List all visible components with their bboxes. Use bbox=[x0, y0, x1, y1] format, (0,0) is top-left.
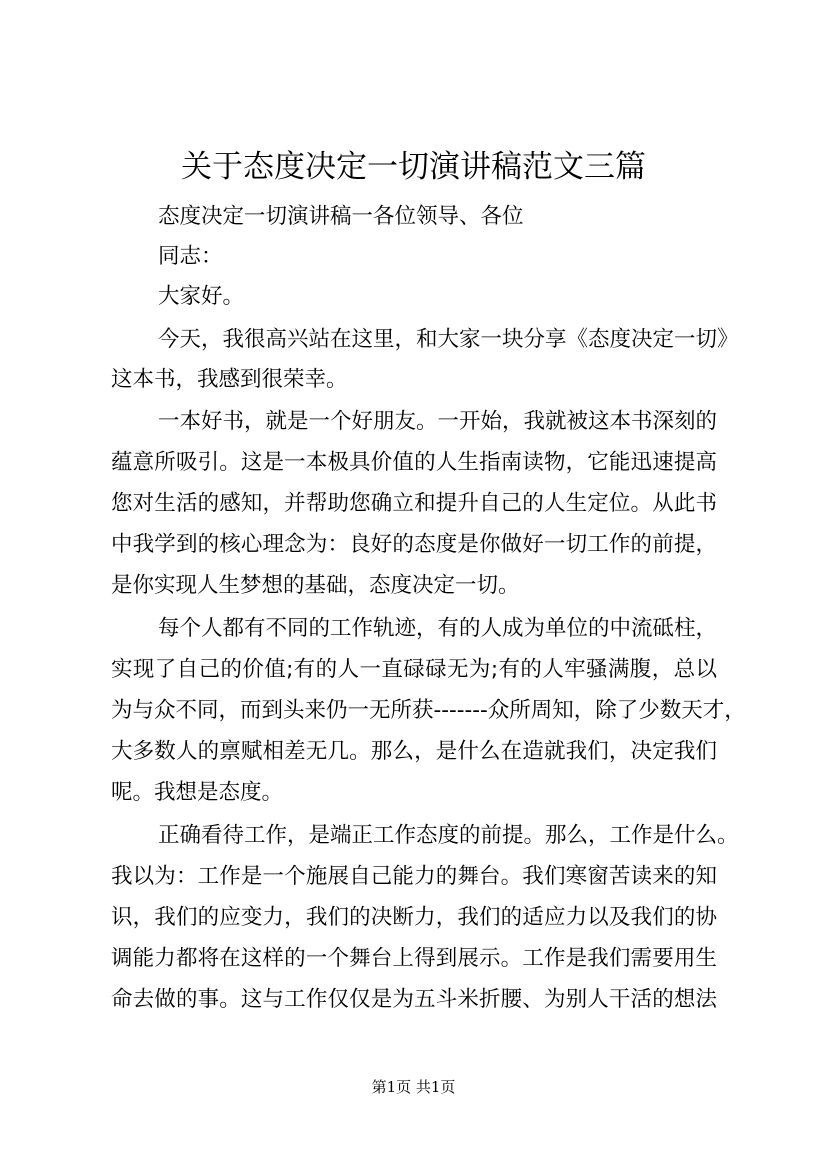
paragraph-line: 一本好书，就是一个好朋友。一开始，我就被这本书深刻的 bbox=[158, 409, 718, 434]
paragraph-line: 为与众不同，而到头来仍一无所获-------众所周知，除了少数天才， bbox=[111, 698, 746, 723]
paragraph-line: 同志： bbox=[158, 244, 223, 269]
paragraph-line: 正确看待工作，是端正工作态度的前提。那么，工作是什么。 bbox=[158, 823, 739, 848]
paragraph-line: 调能力都将在这样的一个舞台上得到展示。工作是我们需要用生 bbox=[111, 946, 717, 971]
paragraph-line: 大多数人的禀赋相差无几。那么，是什么在造就我们，决定我们 bbox=[111, 739, 717, 764]
document-title: 关于态度决定一切演讲稿范文三篇 bbox=[181, 149, 646, 185]
paragraph-line: 您对生活的感知，并帮助您确立和提升自己的人生定位。从此书 bbox=[111, 491, 717, 516]
paragraph-line: 实现了自己的价值;有的人一直碌碌无为;有的人牢骚满腹，总以 bbox=[111, 657, 717, 682]
paragraph-line: 我以为：工作是一个施展自己能力的舞台。我们寒窗苦读来的知 bbox=[111, 864, 717, 889]
page-footer: 第1页 共1页 bbox=[371, 1078, 456, 1096]
paragraph-line: 每个人都有不同的工作轨迹，有的人成为单位的中流砥柱， bbox=[158, 616, 718, 641]
paragraph-line: 中我学到的核心理念为：良好的态度是你做好一切工作的前提， bbox=[111, 532, 717, 557]
paragraph-line: 是你实现人生梦想的基础，态度决定一切。 bbox=[111, 573, 520, 598]
paragraph-line: 大家好。 bbox=[158, 284, 245, 309]
paragraph-line: 态度决定一切演讲稿一各位领导、各位 bbox=[158, 204, 524, 229]
paragraph-line: 今天，我很高兴站在这里，和大家一块分享《态度决定一切》 bbox=[158, 327, 739, 352]
paragraph-line: 命去做的事。这与工作仅仅是为五斗米折腰、为别人干活的想法 bbox=[111, 987, 717, 1012]
paragraph-line: 蕴意所吸引。这是一本极具价值的人生指南读物，它能迅速提高 bbox=[111, 450, 717, 475]
paragraph-line: 呢。我想是态度。 bbox=[111, 780, 284, 805]
paragraph-line: 识，我们的应变力，我们的决断力，我们的适应力以及我们的协 bbox=[111, 905, 717, 930]
paragraph-line: 这本书，我感到很荣幸。 bbox=[111, 367, 348, 392]
